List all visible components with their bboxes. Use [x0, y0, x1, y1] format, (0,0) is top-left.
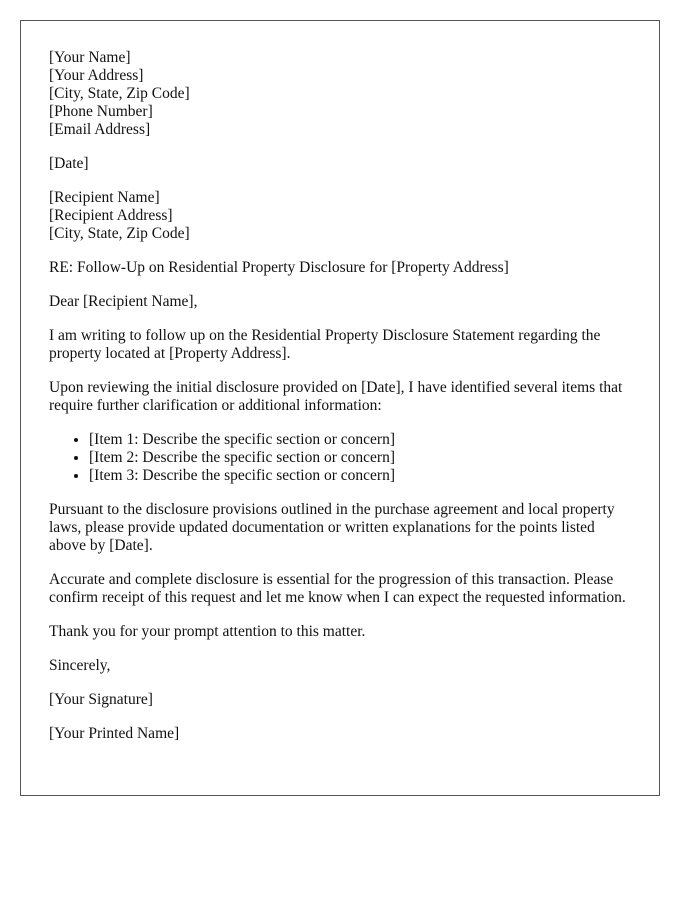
signature: [Your Signature] [49, 691, 153, 708]
request-paragraph: Pursuant to the disclosure provisions outlined in the purchase agreement and local property laws, please provide updated documentation or written explanations for the points listed above by [Date]. [49, 501, 615, 554]
recipient-city-state-zip: [City, State, Zip Code] [49, 225, 190, 242]
subject-line: RE: Follow-Up on Residential Property Disclosure for [Property Address] [49, 259, 509, 276]
list-item: • [Item 1: Describe the specific section or concern] [89, 431, 631, 449]
thanks-paragraph: Thank you for your prompt attention to this matter. [49, 623, 366, 640]
intro-paragraph: I am writing to follow up on the Residential Property Disclosure Statement regarding the property located at [Property Address]. [49, 327, 601, 362]
sender-block [49, 49, 631, 139]
salutation: Dear [Recipient Name], [49, 293, 198, 310]
sender-city-state-zip: [City, State, Zip Code] [49, 85, 190, 102]
letter-date: [Date] [49, 155, 89, 172]
letter-page [20, 20, 660, 796]
recipient-address: [Recipient Address] [49, 207, 173, 224]
items-list [49, 431, 631, 485]
printed-name: [Your Printed Name] [49, 725, 180, 742]
recipient-block [49, 189, 631, 243]
list-item: • [Item 3: Describe the specific section or concern] [89, 467, 631, 485]
sender-name: [Your Name] [49, 49, 131, 66]
sender-phone: [Phone Number] [49, 103, 153, 120]
closing: Sincerely, [49, 657, 111, 674]
sender-address: [Your Address] [49, 67, 144, 84]
sender-email: [Email Address] [49, 121, 151, 138]
list-item: • [Item 2: Describe the specific section or concern] [89, 449, 631, 467]
review-paragraph: Upon reviewing the initial disclosure provided on [Date], I have identified several items that require further clarification or additional information: [49, 379, 623, 414]
importance-paragraph: Accurate and complete disclosure is essential for the progression of this transaction. Please confirm receipt of this request and let me know when I can expect the requested information. [49, 571, 626, 606]
recipient-name: [Recipient Name] [49, 189, 160, 206]
